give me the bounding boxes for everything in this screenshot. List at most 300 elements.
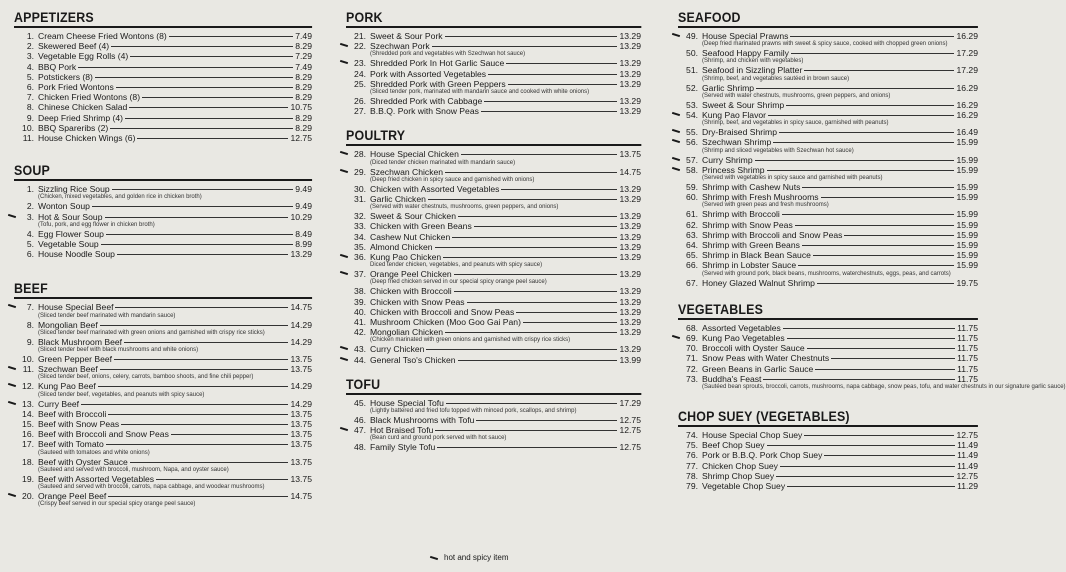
leader-line [824,455,955,456]
item-name: Mushroom Chicken (Moo Goo Gai Pan) [370,317,521,328]
item-description: Diced tender chicken, vegetables, and peanuts with spicy sauce) [370,262,543,269]
leader-line [776,476,954,477]
item-number: 9. [26,336,34,347]
item-price: 17.29 [956,48,978,59]
menu-item [678,137,978,154]
menu-item [14,41,312,51]
leader-line [111,46,293,47]
item-price: 15.99 [956,209,978,220]
item-description: (Sliced tender beef marinated with mandarin sauce) [38,312,176,319]
leader-line [484,101,617,102]
leader-line [795,225,955,226]
item-name: Egg Flower Soup [38,228,104,239]
item-name: Orange Peel Chicken [370,269,452,280]
item-description: (Served with vegetables in spicy sauce and garnished with peanuts) [702,175,883,182]
item-description: (Bean curd and ground pork served with hot sauce) [370,435,507,442]
item-number: 6. [26,82,34,93]
section-chopsuey [678,409,978,491]
leader-line [791,53,955,54]
item-price: 13.75 [290,429,312,440]
item-number: 57. [686,154,698,165]
menu-item [678,65,978,82]
leader-line [523,322,618,323]
menu-item [14,399,312,409]
leader-line [815,369,955,370]
item-name: Shredded Pork with Cabbage [370,96,483,107]
menu-item [14,133,312,143]
leader-line [804,70,954,71]
item-name: Shrimp with Green Beans [702,240,800,251]
item-name: House Special Chop Suey [702,430,803,441]
menu-item [678,373,1066,391]
menu-item [346,415,641,425]
item-name: Beef Chop Suey [702,440,765,451]
item-name: Szechwan Beef [38,364,98,375]
item-number: 63. [686,229,698,240]
item-price: 13.29 [619,231,641,242]
menu-item [346,327,641,344]
item-number: 40. [354,306,366,317]
leader-line [755,160,955,161]
item-name: BBQ Spareribs (2) [38,122,109,133]
menu-item [678,364,978,374]
menu-item [346,149,641,166]
leader-line [767,445,956,446]
menu-item [678,83,978,100]
item-name: Cashew Nut Chicken [370,231,451,242]
item-name: Beef with Assorted Vegetables [38,473,155,484]
menu-item [14,184,312,201]
item-name: House Special Prawns [702,31,789,41]
item-price: 12.75 [619,415,641,426]
item-price: 13.29 [619,344,641,355]
menu-item [14,239,312,249]
item-price: 13.75 [290,408,312,419]
item-price: 14.75 [290,491,312,502]
item-price: 15.99 [956,137,978,148]
item-price: 12.75 [619,425,641,436]
item-number: 26. [354,96,366,107]
leader-line [114,359,288,360]
item-number: 36. [354,252,366,263]
item-description: (Sautéed bean sprouts, broccoli, carrots, mushrooms, napa cabbage, snow peas, tofu, and water chestnuts in our signature garlic sauce) [702,384,1066,391]
item-name: BBQ Pork [38,61,77,72]
item-description: (Shredded pork and vegetables with Szechwan hot sauce) [370,51,526,58]
leader-line [817,283,955,284]
item-price: 12.75 [290,133,312,144]
item-price: 13.29 [619,211,641,222]
menu-item [678,278,978,288]
leader-line [78,67,293,68]
menu-item [14,31,312,41]
item-number: 14. [22,408,34,419]
item-number: 59. [686,182,698,193]
item-price: 7.29 [295,51,312,62]
menu-item [678,481,978,491]
item-price: 14.29 [290,319,312,330]
item-number: 43. [354,344,366,355]
section-appetizers [14,10,312,143]
item-number: 32. [354,211,366,222]
item-description: (Shrimp and sliced vegetables with Szechwan hot sauce) [702,147,854,154]
item-name: Buddha's Feast [702,373,762,384]
menu-item [14,229,312,239]
item-name: General Tso's Chicken [370,354,456,365]
item-name: Vegetable Chop Suey [702,481,786,492]
item-name: Hot Braised Tofu [370,425,434,436]
leader-line [481,111,618,112]
item-name: Chicken with Assorted Vegetables [370,183,500,194]
leader-line [782,214,955,215]
menu-item [346,96,641,106]
item-price: 13.99 [619,354,641,365]
item-description: (Chicken marinated with green onions and garnished with crispy rice sticks) [370,337,571,344]
item-name: Assorted Vegetables [702,322,781,333]
item-price: 13.29 [619,327,641,338]
hot-spicy-marker-icon [430,556,438,560]
item-number: 5. [26,71,34,82]
leader-line [105,217,289,218]
section-heading: VEGETABLES [678,302,978,320]
item-description: (Sauteed with tomatoes and white onions) [38,449,150,456]
item-price: 11.75 [957,363,978,374]
menu-item [678,430,978,440]
item-description: (Deep fried chicken served in our special spicy orange peel sauce) [370,279,547,286]
menu-item [678,31,978,48]
menu-item [346,269,641,286]
item-number: 7. [26,92,34,103]
item-price: 10.29 [290,211,312,222]
menu-item [678,471,978,481]
item-name: Szechwan Chicken [370,166,444,177]
item-name: Beef with Broccoli and Snow Peas [38,429,169,440]
item-price: 11.49 [957,460,978,471]
menu-item [346,211,641,221]
leader-line [458,216,618,217]
item-number: 34. [354,231,366,242]
item-name: Chicken with Green Beans [370,221,472,232]
item-number: 6. [26,249,34,260]
item-description: (Sliced tender beef with black mushrooms and white onions) [38,347,199,354]
item-price: 15.99 [956,154,978,165]
leader-line [443,257,617,258]
leader-line [115,307,288,308]
menu-item [346,31,641,41]
item-name: Curry Chicken [370,344,425,355]
item-number: 53. [686,99,698,110]
leader-line [508,84,618,85]
leader-line [787,338,955,339]
leader-line [787,486,955,487]
item-name: Chicken with Broccoli [370,286,452,297]
item-number: 8. [26,102,34,113]
item-price: 15.99 [956,240,978,251]
item-number: 67. [686,277,698,288]
item-price: 13.29 [619,221,641,232]
leader-line [501,189,617,190]
leader-line [783,328,955,329]
menu-item [346,221,641,231]
item-price: 13.29 [619,252,641,263]
item-price: 11.29 [957,481,978,492]
item-price: 8.29 [295,122,312,133]
item-number: 66. [686,260,698,271]
menu-item [678,450,978,460]
item-price: 13.29 [619,269,641,280]
item-name: House Special Tofu [370,397,444,408]
item-price: 13.75 [290,364,312,375]
item-description: (Served with water chestnuts, mushrooms, green peppers, and onions) [702,92,891,99]
item-price: 11.75 [957,353,978,364]
item-number: 37. [354,269,366,280]
leader-line [95,77,293,78]
item-name: Curry Shrimp [702,154,753,165]
item-description: (Sauteed and served with broccoli, carrots, napa cabbage, and woodear mushrooms) [38,484,265,491]
section-tofu [346,377,641,453]
item-number: 61. [686,209,698,220]
item-number: 19. [22,473,34,484]
item-description: (Sliced tender pork, marinated with mandarin sauce and cooked with white onions) [370,89,590,96]
item-number: 50. [686,48,698,59]
leader-line [121,424,288,425]
leader-line [428,199,618,200]
item-price: 19.75 [956,277,978,288]
menu-column-middle [346,10,641,461]
leader-line [458,360,618,361]
item-number: 49. [686,31,698,41]
item-price: 13.29 [619,58,641,69]
item-price: 13.75 [290,473,312,484]
section-heading: CHOP SUEY (VEGETABLES) [678,409,978,427]
menu-item [14,364,312,381]
section-heading: PORK [346,10,641,28]
section-heading: POULTRY [346,128,641,146]
menu-item [678,343,978,353]
item-number: 3. [26,211,34,222]
leader-line [100,369,289,370]
item-name: Cream Cheese Fried Wontons (8) [38,31,167,41]
menu-item [346,58,641,68]
item-name: Shrimp with Cashew Nuts [702,182,801,193]
leader-line [432,46,618,47]
item-price: 8.99 [295,239,312,250]
item-price: 15.99 [956,229,978,240]
leader-line [807,348,955,349]
menu-item [14,201,312,211]
menu-item [14,113,312,123]
item-price: 13.29 [619,31,641,41]
menu-item [346,307,641,317]
item-name: Shrimp in Lobster Sauce [702,260,797,271]
menu-item [678,461,978,471]
item-name: Kung Pao Flavor [702,110,767,121]
leader-line [768,115,954,116]
item-description: (Sliced tender beef marinated with green onions and garnished with crispy rice sticks) [38,329,265,336]
leader-line [117,254,289,255]
menu-item [678,48,978,65]
item-number: 47. [354,425,366,436]
item-name: Pork or B.B.Q. Pork Chop Suey [702,450,823,461]
menu-item [346,398,641,415]
item-price: 13.29 [619,306,641,317]
item-price: 9.49 [295,184,312,195]
item-price: 14.75 [619,166,641,177]
item-price: 8.29 [295,71,312,82]
leader-line [798,265,954,266]
menu-item [14,439,312,456]
item-price: 14.29 [290,398,312,409]
item-number: 76. [686,450,698,461]
item-number: 1. [26,184,34,195]
item-price: 13.29 [619,194,641,205]
leader-line [780,466,955,467]
item-number: 21. [354,31,366,41]
leader-line [92,206,293,207]
menu-item [678,260,978,277]
item-price: 14.29 [290,336,312,347]
leader-line [108,496,288,497]
leader-line [488,74,617,75]
item-description: (Chicken, mixed vegetables, and golden rice in chicken broth) [38,194,202,201]
item-name: House Chicken Wings (6) [38,133,136,144]
menu-item [14,72,312,82]
menu-item [346,194,641,211]
leader-line [169,36,293,37]
item-number: 15. [22,419,34,430]
menu-item [678,209,978,219]
leader-line [461,154,618,155]
item-number: 64. [686,240,698,251]
item-name: House Special Beef [38,302,114,313]
item-number: 71. [686,353,698,364]
leader-line [116,87,293,88]
menu-item [14,381,312,398]
menu-item [346,425,641,442]
item-price: 13.29 [619,317,641,328]
item-price: 8.49 [295,228,312,239]
item-price: 15.99 [956,250,978,261]
item-price: 15.99 [956,182,978,193]
section-heading: TOFU [346,377,641,395]
item-number: 79. [686,481,698,492]
item-name: Garlic Shrimp [702,82,755,93]
menu-item [14,491,312,508]
menu-item [14,212,312,229]
item-number: 54. [686,110,698,121]
section-poultry [346,128,641,364]
leader-line [831,358,955,359]
section-heading: APPETIZERS [14,10,312,28]
menu-item [678,192,978,209]
item-number: 3. [26,51,34,62]
item-number: 74. [686,430,698,441]
leader-line [821,197,955,198]
item-name: Beef with Oyster Sauce [38,456,128,467]
item-price: 11.75 [957,322,978,333]
item-name: Shrimp with Snow Peas [702,219,793,230]
item-number: 44. [354,354,366,365]
leader-line [474,226,618,227]
menu-item [14,102,312,112]
leader-line [844,235,954,236]
item-price: 9.49 [295,201,312,212]
menu-item [678,333,978,343]
item-number: 31. [354,194,366,205]
item-description: (Served with green peas and fresh mushrooms) [702,202,829,209]
item-price: 16.29 [956,31,978,41]
item-number: 68. [686,322,698,333]
item-name: Wonton Soup [38,201,90,212]
item-number: 35. [354,241,366,252]
item-number: 69. [686,333,698,344]
menu-item [346,184,641,194]
item-name: Vegetable Egg Rolls (4) [38,51,129,62]
item-price: 17.29 [619,397,641,408]
item-price: 13.29 [290,249,312,260]
menu-item [346,442,641,452]
item-number: 2. [26,201,34,212]
item-name: Sweet & Sour Pork [370,31,443,41]
item-name: Curry Beef [38,398,80,409]
item-number: 11. [22,364,34,375]
leader-line [137,138,288,139]
leader-line [467,302,618,303]
item-number: 52. [686,82,698,93]
item-number: 4. [26,228,34,239]
leader-line [125,118,293,119]
menu-item [678,155,978,165]
menu-item [346,297,641,307]
item-description: (Deep fried chicken in spicy sauce and garnished with onions) [370,176,535,183]
item-name: Seafood Happy Family [702,48,789,59]
item-number: 18. [22,456,34,467]
item-name: Orange Peel Beef [38,491,107,502]
item-name: Shrimp Chop Suey [702,470,775,481]
item-price: 15.99 [956,164,978,175]
item-price: 13.75 [290,456,312,467]
item-number: 29. [354,166,366,177]
item-number: 17. [22,439,34,450]
leader-line [790,36,954,37]
item-price: 13.75 [290,354,312,365]
menu-item [14,354,312,364]
item-price: 13.75 [619,149,641,160]
item-price: 12.75 [619,442,641,453]
leader-line [110,128,293,129]
menu-item [346,41,641,58]
item-number: 13. [22,398,34,409]
menu-item [14,474,312,491]
menu-item [678,323,978,333]
item-number: 11. [22,133,34,144]
item-name: Seafood in Sizzling Platter [702,65,803,76]
item-name: Vegetable Soup [38,239,99,250]
item-name: Chicken with Broccoli and Snow Peas [370,306,515,317]
item-name: Sweet & Sour Shrimp [702,99,785,110]
menu-item [678,182,978,192]
item-price: 8.29 [295,112,312,123]
leader-line [435,430,617,431]
leader-line [130,462,289,463]
item-price: 13.29 [619,96,641,107]
item-number: 24. [354,68,366,79]
item-price: 8.29 [295,92,312,103]
leader-line [779,132,955,133]
item-number: 10. [22,354,34,365]
item-price: 15.99 [956,219,978,230]
item-price: 17.29 [956,65,978,76]
menu-item [346,167,641,184]
